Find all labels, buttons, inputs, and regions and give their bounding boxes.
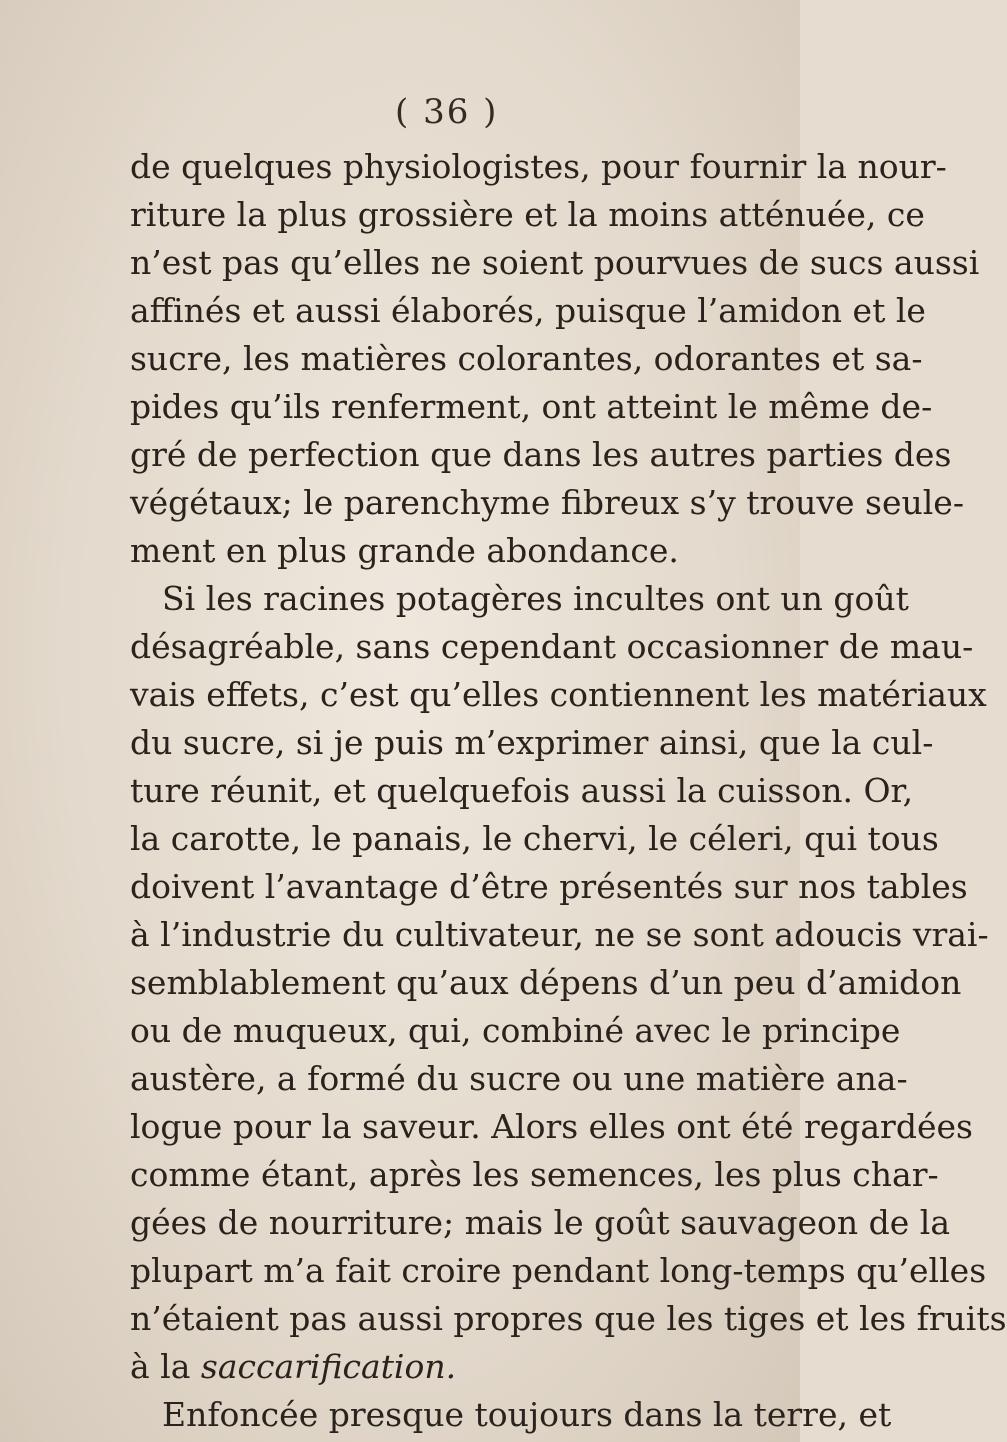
text-line: n’étaient pas aussi propres que les tiges et les fruits <box>130 1299 1007 1338</box>
text-line: semblablement qu’aux dépens d’un peu d’amidon <box>130 963 962 1002</box>
paragraph-start-line: Enfoncée presque toujours dans la terre, et <box>162 1395 892 1434</box>
text-line: n’est pas qu’elles ne soient pourvues de sucs aussi <box>130 243 980 282</box>
page-number: ( 36 ) <box>395 92 499 132</box>
text-line: gré de perfection que dans les autres parties des <box>130 435 952 474</box>
text-line: végétaux; le parenchyme fibreux s’y trouve seule- <box>130 483 964 522</box>
text-line: austère, a formé du sucre ou une matière ana- <box>130 1059 908 1098</box>
text-fragment: à la <box>130 1347 191 1386</box>
text-line: gées de nourriture; mais le goût sauvageon de la <box>130 1203 950 1242</box>
text-line: sucre, les matières colorantes, odorantes et sa- <box>130 339 923 378</box>
text-line: désagréable, sans cependant occasionner de mau- <box>130 627 974 666</box>
text-line: ture réunit, et quelquefois aussi la cuisson. Or, <box>130 771 914 810</box>
text-line: à l’industrie du cultivateur, ne se sont adoucis vrai- <box>130 915 989 954</box>
text-line: ou de muqueux, qui, combiné avec le principe <box>130 1011 901 1050</box>
paragraph-start-line: Si les racines potagères incultes ont un goût <box>162 579 909 618</box>
text-line <box>130 1342 772 1392</box>
text-line: doivent l’avantage d’être présentés sur nos tables <box>130 867 968 906</box>
text-line: logue pour la saveur. Alors elles ont été regardées <box>130 1107 973 1146</box>
text-line: de quelques physiologistes, pour fournir la nour- <box>130 147 947 186</box>
italic-term: saccarification. <box>200 1347 457 1386</box>
text-line: ment en plus grande abondance. <box>130 531 679 570</box>
text-line: la carotte, le panais, le chervi, le céleri, qui tous <box>130 819 939 858</box>
text-line: vais effets, c’est qu’elles contiennent les matériaux <box>130 675 987 714</box>
text-line: comme étant, après les semences, les plus char- <box>130 1155 939 1194</box>
text-line: riture la plus grossière et la moins atténuée, ce <box>130 195 925 234</box>
text-line: pides qu’ils renferment, ont atteint le même de- <box>130 387 933 426</box>
text-line: plupart m’a fait croire pendant long-temps qu’elles <box>130 1251 987 1290</box>
text-line: affinés et aussi élaborés, puisque l’amidon et le <box>130 291 926 330</box>
text-line: du sucre, si je puis m’exprimer ainsi, que la cul- <box>130 723 934 762</box>
